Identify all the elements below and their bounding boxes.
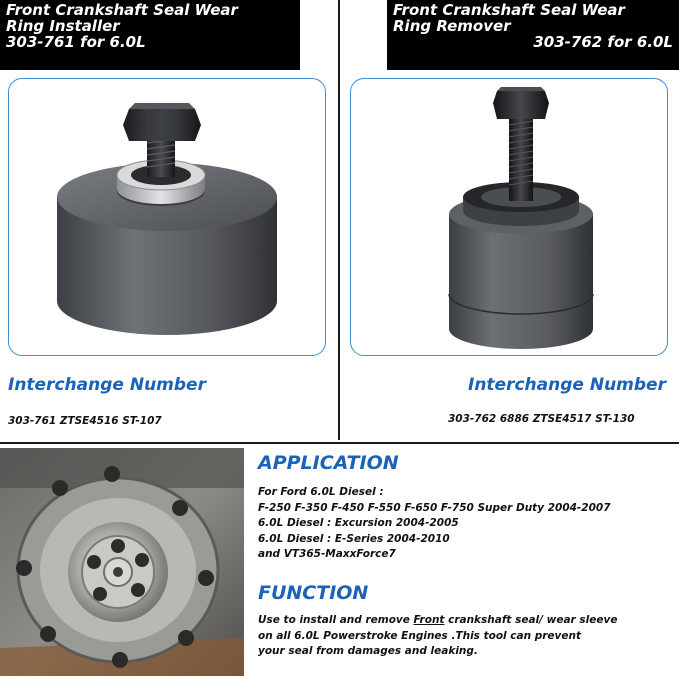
installer-tool-image bbox=[9, 79, 324, 354]
function-line1-pre: Use to install and remove bbox=[258, 614, 414, 626]
application-line: 6.0L Diesel : E-Series 2004-2010 bbox=[258, 532, 450, 545]
remover-interchange-heading: Interchange Number bbox=[468, 375, 666, 395]
remover-part-number: 303-762 for 6.0L bbox=[533, 33, 673, 51]
function-line1-post: crankshaft seal/ wear sleeve bbox=[444, 614, 618, 626]
installer-title-line2: Ring Installer bbox=[6, 17, 120, 35]
installer-interchange-heading: Interchange Number bbox=[8, 375, 206, 395]
function-line-3: your seal from damages and leaking. bbox=[258, 645, 478, 657]
application-line: For Ford 6.0L Diesel : bbox=[258, 486, 384, 498]
function-line1-emphasis: Front bbox=[413, 614, 445, 626]
installer-part-number: 303-761 for 6.0L bbox=[6, 33, 146, 51]
function-heading: FUNCTION bbox=[258, 582, 369, 604]
installer-title bbox=[0, 0, 300, 70]
application-line: 6.0L Diesel : Excursion 2004-2005 bbox=[258, 517, 459, 529]
remover-title-line1: Front Crankshaft Seal Wear bbox=[393, 1, 625, 19]
remover-title bbox=[387, 0, 679, 70]
function-line-1 bbox=[258, 613, 617, 629]
function-line-2: on all 6.0L Powerstroke Engines .This tool can prevent bbox=[258, 629, 581, 642]
remover-interchange-value: 303-762 6886 ZTSE4517 ST-130 bbox=[448, 413, 635, 425]
application-heading: APPLICATION bbox=[258, 452, 399, 474]
installer-interchange-value: 303-761 ZTSE4516 ST-107 bbox=[8, 415, 162, 427]
engine-installation-photo bbox=[0, 448, 244, 676]
installer-image-panel bbox=[8, 78, 326, 356]
vertical-divider bbox=[338, 0, 340, 440]
application-list bbox=[258, 485, 611, 563]
remover-tool-image bbox=[351, 79, 666, 354]
application-line: F-250 F-350 F-450 F-550 F-650 F-750 Super Duty 2004-2007 bbox=[258, 501, 611, 514]
remover-title-line2: Ring Remover bbox=[393, 17, 511, 35]
remover-image-panel bbox=[350, 78, 668, 356]
installer-title-line1: Front Crankshaft Seal Wear bbox=[6, 1, 238, 19]
application-line: and VT365-MaxxForce7 bbox=[258, 548, 396, 560]
horizontal-divider bbox=[0, 442, 679, 444]
function-description bbox=[258, 613, 617, 660]
